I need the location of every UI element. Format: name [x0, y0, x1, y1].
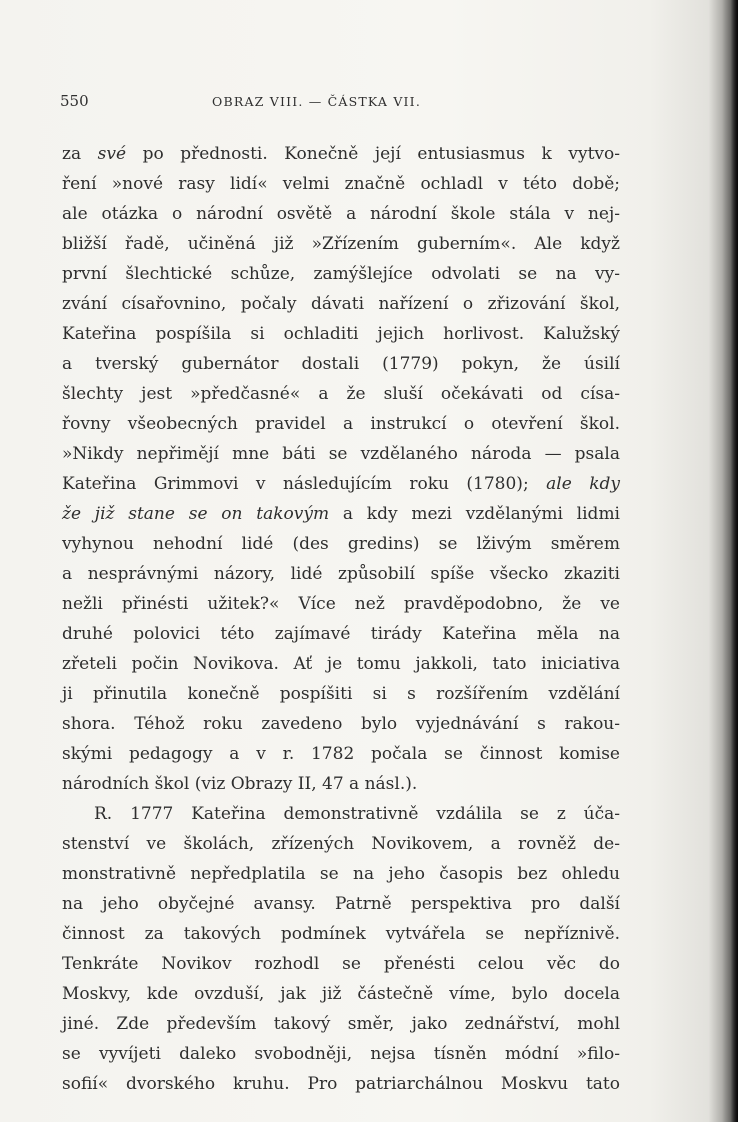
text-segment: a kdy mezi vzdělanými lidmi [329, 504, 620, 524]
text-segment: Kateřina Grimmovi v následujícím roku (1780); [62, 474, 547, 494]
text-segment: ji přinutila konečně pospíšiti si s rozšířením vzdělání [62, 684, 620, 704]
text-line [62, 499, 620, 529]
text-line [62, 589, 620, 619]
page-number: 550 [60, 92, 89, 110]
text-segment: stenství ve školách, zřízených Novikovem, a rovněž de- [62, 834, 620, 854]
text-line [62, 169, 620, 199]
italic-text: své [97, 144, 127, 164]
text-segment: Tenkráte Novikov rozhodl se přenésti celou věc do [62, 954, 620, 974]
text-line [62, 529, 620, 559]
text-segment: monstrativně nepředplatila se na jeho časopis bez ohledu [62, 864, 620, 884]
text-line [62, 439, 620, 469]
header-title: OBRAZ VIII. — ČÁSTKA VII. [212, 94, 421, 109]
text-line [62, 919, 620, 949]
italic-text: že již stane se on takovým [62, 504, 330, 524]
text-segment: bližší řadě, učiněná již »Zřízením guberním«. Ale když [62, 234, 620, 254]
text-line [62, 469, 620, 499]
text-line [62, 289, 620, 319]
text-line [62, 1009, 620, 1039]
text-line [62, 979, 620, 1009]
text-line [62, 889, 620, 919]
text-segment: Moskvy, kde ovzduší, jak již částečně víme, bylo docela [62, 984, 620, 1004]
text-line [62, 349, 620, 379]
text-line [62, 379, 620, 409]
text-segment: vyhynou nehodní lidé (des gredins) se lživým směrem [62, 534, 620, 554]
text-line [62, 679, 620, 709]
text-segment: a nesprávnými názory, lidé způsobilí spíše všecko zkaziti [62, 564, 620, 584]
text-line [62, 949, 620, 979]
text-segment: po přednosti. Konečně její entusiasmus k vytvo- [126, 144, 621, 164]
text-segment: zvání císařovnino, počaly dávati nařízení o zřizování škol, [62, 294, 620, 314]
text-segment: na jeho obyčejné avansy. Patrně perspektiva pro další [62, 894, 620, 914]
body-text [62, 139, 620, 1099]
running-header [60, 92, 620, 114]
text-line [62, 259, 620, 289]
text-segment: řovny všeobecných pravidel a instrukcí o otevření škol. [62, 414, 620, 434]
text-segment: skými pedagogy a v r. 1782 počala se činnost komise [62, 744, 620, 764]
text-line [62, 619, 620, 649]
text-line [62, 1069, 620, 1099]
text-line [62, 229, 620, 259]
text-segment: »Nikdy nepřimějí mne báti se vzdělaného národa — psala [62, 444, 620, 464]
text-line [62, 829, 620, 859]
text-segment: nežli přinésti užitek?« Více než pravděpodobno, že ve [62, 594, 620, 614]
text-segment: za [62, 144, 98, 164]
text-line [62, 559, 620, 589]
text-segment: zřeteli počin Novikova. Ať je tomu jakkoli, tato iniciativa [62, 654, 620, 674]
text-line [62, 769, 620, 799]
text-segment: R. 1777 Kateřina demonstrativně vzdálila se z úča- [94, 804, 620, 824]
text-segment: sofií« dvorského kruhu. Pro patriarchálnou Moskvu tato [62, 1074, 620, 1094]
text-line [62, 1039, 620, 1069]
text-line [62, 649, 620, 679]
text-line [62, 799, 620, 829]
text-segment: druhé polovici této zajímavé tirády Kateřina měla na [62, 624, 620, 644]
text-segment: jiné. Zde především takový směr, jako zednářství, mohl [62, 1014, 620, 1034]
text-segment: první šlechtické schůze, zamýšlejíce odvolati se na vy- [62, 264, 620, 284]
text-line [62, 709, 620, 739]
text-segment: ale otázka o národní osvětě a národní škole stála v nej- [62, 204, 620, 224]
text-segment: národních škol (viz Obrazy II, 47 a násl.). [62, 774, 418, 794]
text-segment: Kateřina pospíšila si ochladiti jejich horlivost. Kalužský [62, 324, 620, 344]
text-segment: a tverský gubernátor dostali (1779) pokyn, že úsilí [62, 354, 620, 374]
text-segment: shora. Téhož roku zavedeno bylo vyjednávání s rakou- [62, 714, 620, 734]
text-line [62, 409, 620, 439]
text-line [62, 199, 620, 229]
text-line [62, 859, 620, 889]
italic-text: ale kdy [546, 474, 620, 494]
text-line [62, 139, 620, 169]
spine-shadow [722, 0, 738, 1122]
text-segment: se vyvíjeti daleko svobodněji, nejsa tísněn módní »filo- [62, 1044, 620, 1064]
text-line [62, 739, 620, 769]
text-segment: ření »nové rasy lidí« velmi značně ochladl v této době; [62, 174, 620, 194]
text-segment: šlechty jest »předčasné« a že sluší očekávati od císa- [62, 384, 620, 404]
text-segment: činnost za takových podmínek vytvářela se nepříznivě. [62, 924, 620, 944]
text-line [62, 319, 620, 349]
